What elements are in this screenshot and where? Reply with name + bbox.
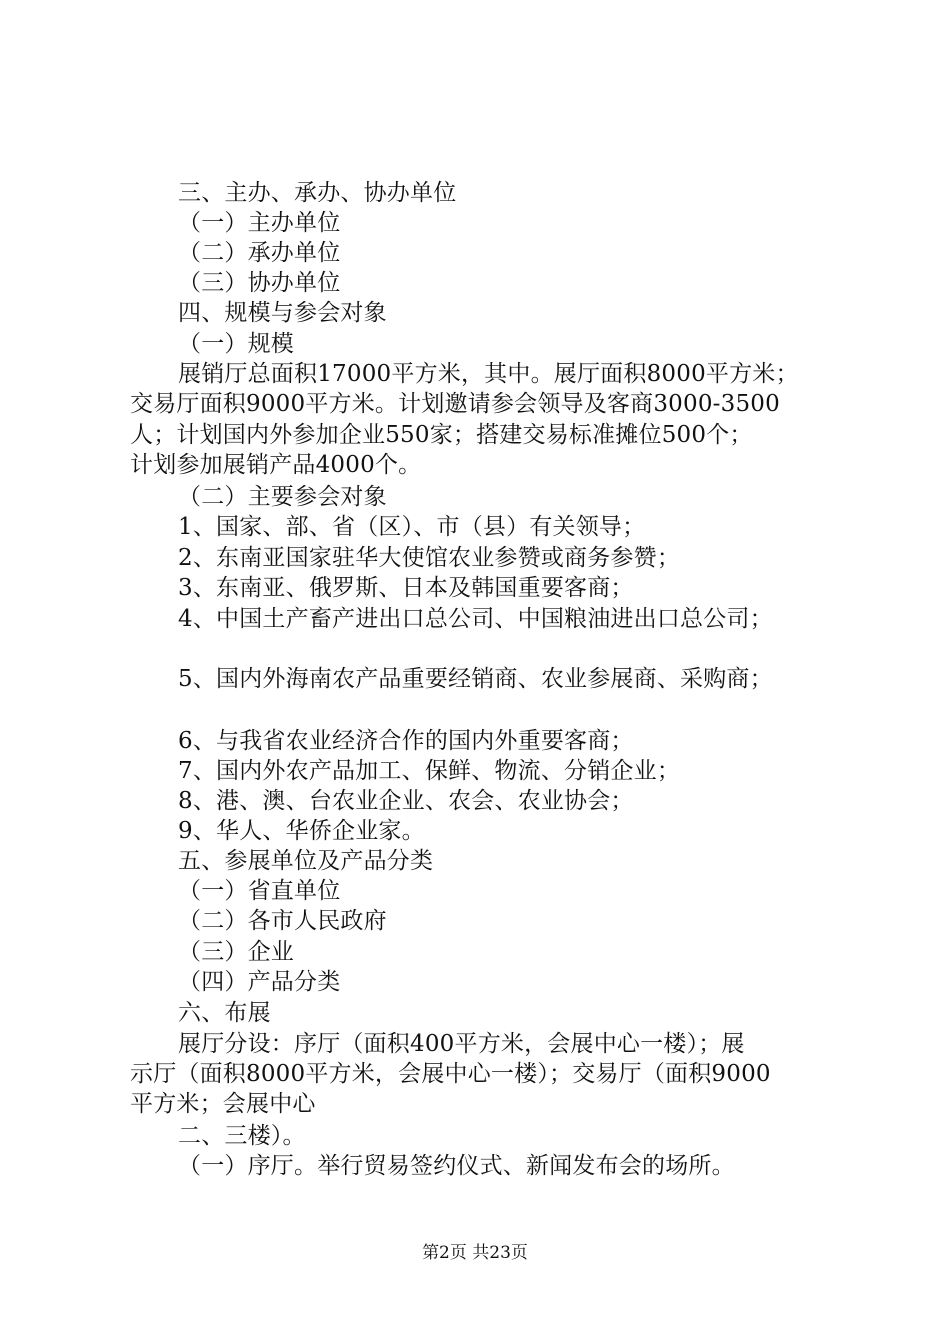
- subheading-city-governments: （二）各市人民政府: [178, 908, 387, 934]
- list-item-6: 6、与我省农业经济合作的国内外重要客商；: [178, 728, 634, 754]
- subheading-enterprises: （三）企业: [178, 939, 294, 965]
- list-item-2: 2、东南亚国家驻华大使馆农业参赞或商务参赞；: [178, 545, 681, 571]
- subheading-product-categories: （四）产品分类: [178, 969, 341, 995]
- list-item-8: 8、港、澳、台农业企业、农会、农业协会；: [178, 788, 634, 814]
- subheading-scale: （一）规模: [178, 331, 294, 357]
- list-item-7: 7、国内外农产品加工、保鲜、物流、分销企业；: [178, 758, 681, 784]
- heading-section-3: 三、主办、承办、协办单位: [178, 180, 457, 206]
- paragraph-scale-line-1: 展销厅总面积17000平方米，其中。展厅面积8000平方米；: [178, 361, 799, 387]
- heading-section-6: 六、布展: [178, 1000, 271, 1026]
- page-footer: 第2页 共23页: [422, 1243, 528, 1263]
- heading-section-5: 五、参展单位及产品分类: [178, 848, 434, 874]
- paragraph-scale-line-3: 人；计划国内外参加企业550家；搭建交易标准摊位500个；: [130, 422, 753, 448]
- subheading-provincial-units: （一）省直单位: [178, 878, 341, 904]
- subheading-participants: （二）主要参会对象: [178, 484, 387, 510]
- paragraph-layout-line-3: 平方米；会展中心: [130, 1091, 316, 1117]
- paragraph-layout-line-1: 展厅分设：序厅（面积400平方米，会展中心一楼）；展: [178, 1031, 745, 1057]
- heading-section-4: 四、规模与参会对象: [178, 300, 387, 326]
- list-item-5: 5、国内外海南农产品重要经销商、农业参展商、采购商；: [178, 666, 773, 692]
- paragraph-layout-line-4: 二、三楼）。: [178, 1123, 306, 1149]
- list-item-4: 4、中国土产畜产进出口总公司、中国粮油进出口总公司；: [178, 606, 773, 632]
- subheading-preface-hall: （一）序厅。举行贸易签约仪式、新闻发布会的场所。: [178, 1153, 735, 1179]
- subheading-co-organizer: （二）承办单位: [178, 240, 341, 266]
- paragraph-layout-line-2: 示厅（面积8000平方米，会展中心一楼）；交易厅（面积9000: [130, 1061, 771, 1087]
- paragraph-scale-line-4: 计划参加展销产品4000个。: [130, 452, 422, 478]
- subheading-assistant-organizer: （三）协办单位: [178, 270, 341, 296]
- list-item-3: 3、东南亚、俄罗斯、日本及韩国重要客商；: [178, 575, 634, 601]
- list-item-1: 1、国家、部、省（区）、市（县）有关领导；: [178, 514, 646, 540]
- list-item-9: 9、华人、华侨企业家。: [178, 818, 425, 844]
- subheading-organizer: （一）主办单位: [178, 210, 341, 236]
- paragraph-scale-line-2: 交易厅面积9000平方米。计划邀请参会领导及客商3000-3500: [130, 391, 780, 417]
